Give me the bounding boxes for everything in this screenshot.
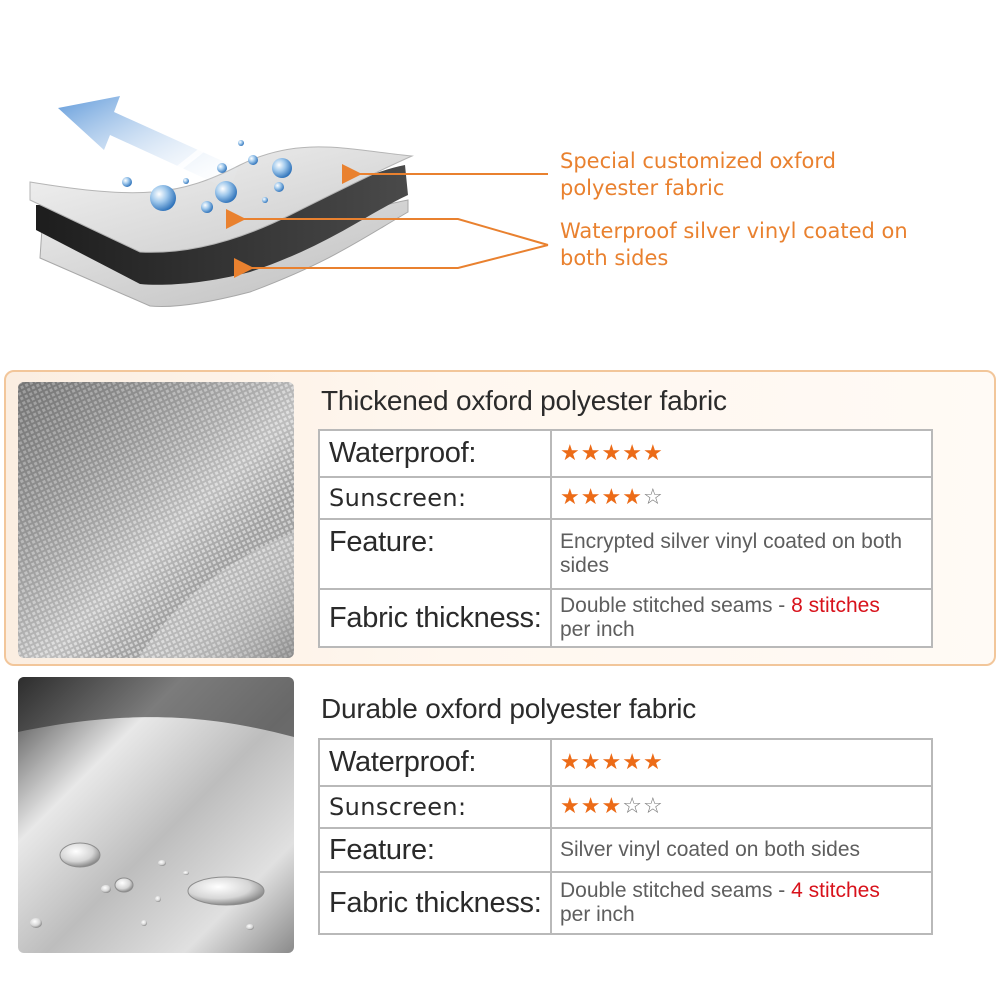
empty-star-icon: ☆: [642, 485, 664, 510]
feature-value: Silver vinyl coated on both sides: [551, 828, 932, 872]
feature-value: Encrypted silver vinyl coated on both sides: [551, 519, 932, 589]
filled-star-icon: ★: [560, 749, 581, 775]
sunscreen-rating: [551, 477, 932, 519]
filled-star-icon: ★: [601, 485, 623, 510]
filled-star-icon: ★: [622, 749, 643, 775]
star-rating-icon: [560, 441, 664, 466]
thickness-prefix: Double stitched seams -: [560, 879, 792, 902]
filled-star-icon: ★: [580, 440, 602, 466]
filled-star-icon: ★: [622, 485, 643, 510]
table-row: [319, 589, 932, 647]
thickness-value: [551, 589, 932, 647]
spec-table: [318, 429, 933, 648]
sunscreen-label: Sunscreen:: [319, 786, 551, 828]
filled-star-icon: ★: [580, 794, 602, 819]
filled-star-icon: ★: [622, 440, 643, 466]
feature-label: Feature:: [319, 828, 551, 872]
table-row: [319, 739, 932, 786]
table-row: [319, 828, 932, 872]
thickness-prefix: Double stitched seams -: [560, 594, 792, 617]
waterproof-label: Waterproof:: [319, 739, 551, 786]
sunscreen-rating: [551, 786, 932, 828]
filled-star-icon: ★: [580, 485, 602, 510]
thickness-suffix: per inch: [560, 903, 635, 926]
table-row: [319, 519, 932, 589]
spec-table: [318, 738, 933, 935]
waterproof-rating: [551, 739, 932, 786]
filled-star-icon: ★: [601, 440, 623, 466]
table-row: [319, 786, 932, 828]
empty-star-icon: ☆: [642, 794, 664, 819]
filled-star-icon: ★: [580, 749, 602, 775]
feature-label: Feature:: [319, 519, 551, 589]
thickness-label: Fabric thickness:: [319, 872, 551, 934]
filled-star-icon: ★: [560, 440, 581, 466]
table-row: [319, 477, 932, 519]
star-rating-icon: [560, 794, 664, 819]
filled-star-icon: ★: [560, 794, 581, 819]
star-rating-icon: [560, 750, 664, 775]
thickness-suffix: per inch: [560, 618, 635, 641]
filled-star-icon: ★: [560, 485, 581, 510]
stitch-count-highlight: 4 stitches: [791, 879, 880, 902]
filled-star-icon: ★: [642, 749, 664, 775]
waterproof-label: Waterproof:: [319, 430, 551, 477]
product-title: Thickened oxford polyester fabric: [321, 385, 727, 416]
product-title: Durable oxford polyester fabric: [321, 693, 697, 724]
coating-layer-callout: Waterproof silver vinyl coated on both sides: [560, 219, 908, 270]
sunscreen-label: Sunscreen:: [319, 477, 551, 519]
filled-star-icon: ★: [601, 794, 623, 819]
woven-fabric-swatch-image: [18, 382, 294, 658]
table-row: [319, 430, 932, 477]
filled-star-icon: ★: [601, 749, 623, 775]
star-rating-icon: [560, 485, 664, 510]
stitch-count-highlight: 8 stitches: [791, 594, 880, 617]
top-layer-callout: Special customized oxford polyester fabric: [560, 149, 836, 200]
filled-star-icon: ★: [642, 440, 664, 466]
waterproof-rating: [551, 430, 932, 477]
thickness-label: Fabric thickness:: [319, 589, 551, 647]
droplet-fabric-swatch-image: [18, 677, 294, 953]
empty-star-icon: ☆: [622, 794, 643, 819]
thickness-value: [551, 872, 932, 934]
table-row: [319, 872, 932, 934]
